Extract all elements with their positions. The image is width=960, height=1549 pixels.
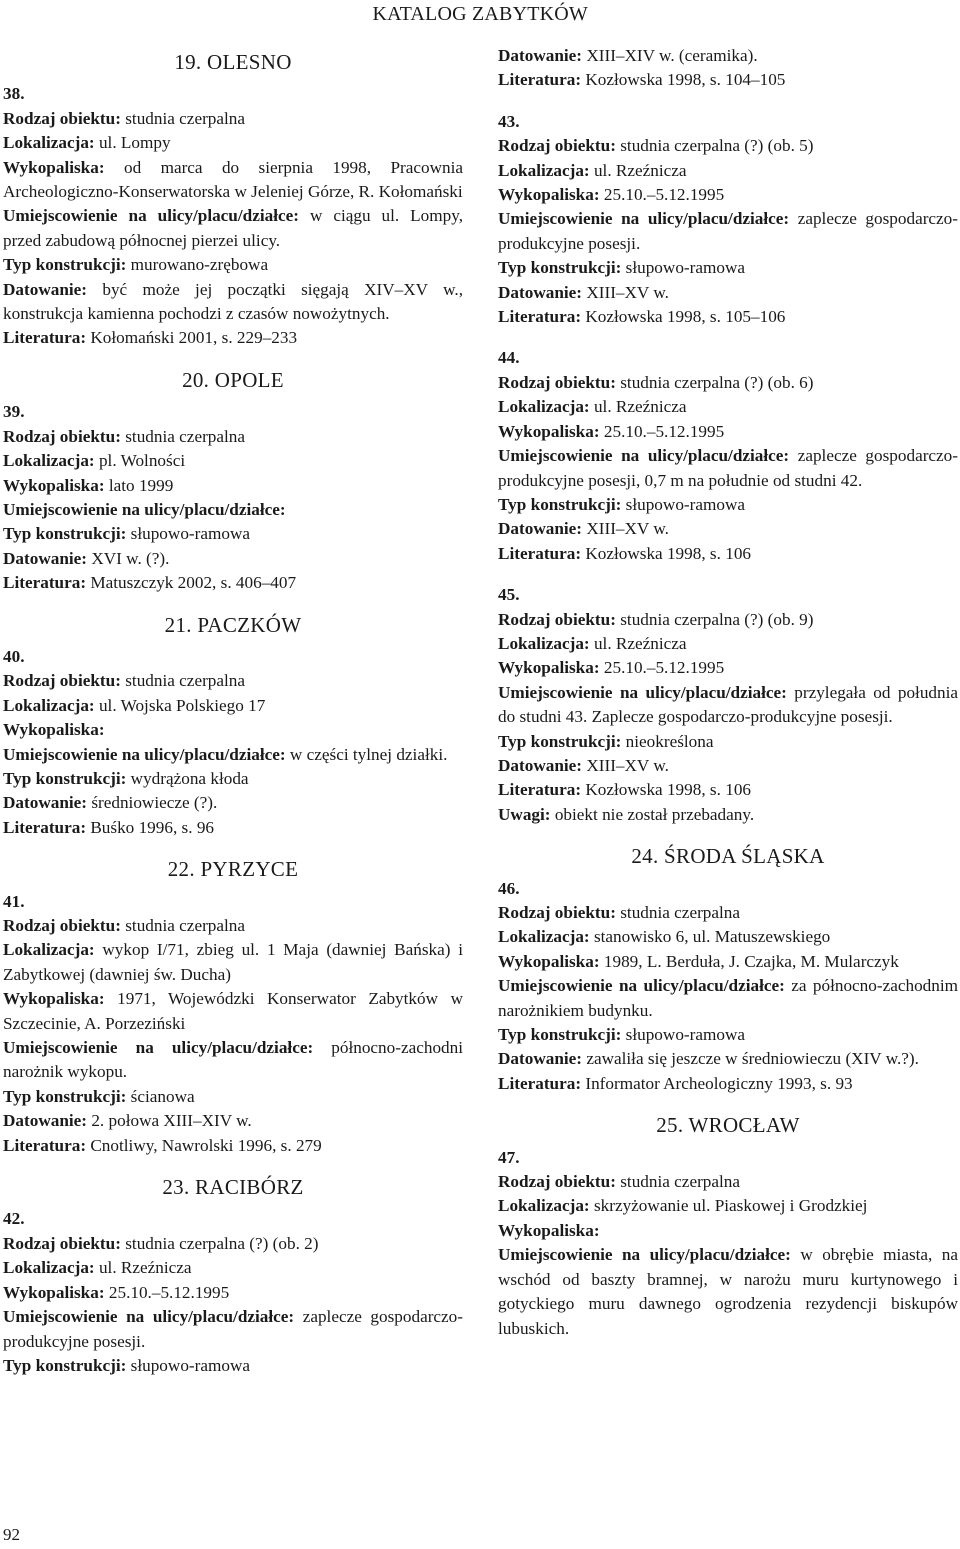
- catalog-entry: [498, 583, 958, 827]
- field-value: nieokreślona: [625, 731, 714, 751]
- field-label: Rodzaj obiektu:: [3, 916, 121, 935]
- entry-number: 38.: [3, 84, 25, 104]
- field-label: Lokalizacja:: [498, 927, 590, 947]
- entry-field: [498, 305, 958, 329]
- entry-field: [498, 183, 958, 207]
- field-label: Typ konstrukcji:: [498, 494, 622, 514]
- section-heading: 22. PYRZYCE: [167, 857, 299, 882]
- field-value: Kołomański 2001, s. 229–233: [90, 328, 298, 348]
- entry-field: [3, 131, 463, 155]
- field-label: Wykopaliska:: [498, 421, 600, 441]
- catalog-entry: [3, 1207, 463, 1378]
- field-value: XIII–XIV w. (ceramika).: [586, 46, 758, 65]
- entry-field: [3, 1256, 463, 1280]
- field-value: studnia czerpalna (?) (ob. 2): [125, 1233, 319, 1253]
- entry-field: [3, 1085, 463, 1109]
- field-value: północno-zachodni narożnik wykopu.: [3, 1038, 464, 1082]
- field-value: 1971, Wojewódzki Konserwator Zabytków w Szczecinie, A. Porzeziński: [3, 989, 463, 1033]
- field-value: słupowo-ramowa: [130, 1355, 250, 1375]
- entry-field: [498, 1170, 958, 1194]
- field-value: słupowo-ramowa: [625, 1025, 745, 1045]
- entry-number: 40.: [3, 646, 25, 666]
- field-value: w ciągu ul. Lompy, przed zabudową północnej pierzei ulicy.: [3, 206, 464, 250]
- entry-field: [3, 474, 463, 498]
- field-value: murowano-zrębowa: [130, 255, 269, 275]
- entry-field: [498, 281, 958, 305]
- entry-field: [498, 925, 958, 949]
- field-label: Rodzaj obiektu:: [498, 609, 616, 629]
- entry-field: [498, 68, 958, 92]
- entry-field: [498, 444, 958, 493]
- field-value: Informator Archeologiczny 1993, s. 93: [585, 1073, 853, 1093]
- field-label: Wykopaliska:: [3, 989, 105, 1009]
- field-label: Rodzaj obiektu:: [498, 372, 616, 392]
- field-label: Rodzaj obiektu:: [498, 903, 616, 922]
- catalog-entry: [3, 645, 463, 840]
- entry-field: [3, 1134, 463, 1158]
- field-value: zaplecze gospodarczo-produkcyjne posesji.: [498, 209, 958, 253]
- field-value: studnia czerpalna: [125, 108, 246, 128]
- entry-field: [498, 134, 958, 158]
- field-label: Typ konstrukcji:: [498, 731, 622, 751]
- entry-number: 39.: [3, 402, 25, 422]
- field-value: średniowiecze (?).: [91, 793, 218, 813]
- field-label: Wykopaliska:: [3, 157, 105, 177]
- field-value: zaplecze gospodarczo-produkcyjne posesji.: [3, 1307, 463, 1351]
- field-value: 25.10.–5.12.1995: [108, 1282, 230, 1302]
- field-label: Wykopaliska:: [3, 475, 105, 495]
- entry-field: [3, 326, 463, 350]
- field-label: Rodzaj obiektu:: [3, 108, 121, 128]
- field-value: zaplecze gospodarczo-produkcyjne posesji, 0,7 m na południe od studni 42.: [498, 446, 958, 490]
- entry-field: [3, 156, 463, 205]
- right-column: [498, 44, 958, 1358]
- field-label: Lokalizacja:: [3, 1258, 95, 1278]
- entry-field: [498, 754, 958, 778]
- field-value: 25.10.–5.12.1995: [603, 185, 725, 205]
- entry-field: [3, 425, 463, 449]
- entry-field: [3, 694, 463, 718]
- catalog-entry: [3, 82, 463, 350]
- field-label: Typ konstrukcji:: [3, 768, 127, 788]
- field-value: być może jej początki sięgają XIV–XV w., konstrukcja kamienna pochodzi z czasów nowożytnych.: [3, 279, 463, 324]
- field-label: Rodzaj obiektu:: [3, 671, 121, 691]
- entry-field: [498, 159, 958, 183]
- entry-field: [498, 1194, 958, 1218]
- running-header: KATALOG ZABYTKÓW: [372, 3, 588, 25]
- entry-field: [498, 974, 958, 1023]
- entry-field: [498, 950, 958, 974]
- field-value: ul. Rzeźnicza: [593, 397, 687, 417]
- field-value: XIII–XV w.: [586, 755, 669, 775]
- field-value: skrzyżowanie ul. Piaskowej i Grodzkiej: [593, 1196, 868, 1216]
- entry-field: [498, 730, 958, 754]
- entry-field: [498, 493, 958, 517]
- section-heading: 21. PACZKÓW: [164, 612, 302, 637]
- field-label: Lokalizacja:: [3, 940, 95, 960]
- section-heading: 24. ŚRODA ŚLĄSKA: [631, 844, 825, 869]
- entry-field: [498, 681, 958, 730]
- field-value: wykop I/71, zbieg ul. 1 Maja (dawniej Bańska) i Zabytkowej (dawniej św. Ducha): [3, 940, 464, 984]
- field-label: Literatura:: [3, 817, 87, 837]
- field-value: pl. Wolności: [98, 451, 186, 471]
- section-heading: 19. OLESNO: [174, 50, 292, 74]
- entry-number: 46.: [498, 878, 520, 898]
- field-label: Rodzaj obiektu:: [3, 1233, 121, 1253]
- field-value: Buśko 1996, s. 96: [90, 817, 215, 837]
- entry-field: [3, 767, 463, 791]
- field-value: studnia czerpalna: [620, 1172, 741, 1192]
- entry-field: [498, 1023, 958, 1047]
- field-label: Lokalizacja:: [3, 695, 95, 715]
- entry-field: [498, 542, 958, 566]
- field-value: wydrążona kłoda: [130, 768, 249, 788]
- entry-field: [3, 1109, 463, 1133]
- field-value: stanowisko 6, ul. Matuszewskiego: [593, 927, 831, 947]
- section-heading: 23. RACIBÓRZ: [162, 1175, 304, 1200]
- field-value: Kozłowska 1998, s. 104–105: [585, 70, 786, 90]
- entry-field: [3, 571, 463, 595]
- field-label: Typ konstrukcji:: [3, 255, 127, 275]
- entry-field: [498, 1243, 958, 1341]
- entry-field: [498, 395, 958, 419]
- entry-field: [3, 547, 463, 571]
- entry-field: [3, 522, 463, 546]
- field-label: Umiejscowienie na ulicy/placu/działce:: [498, 682, 787, 702]
- field-value: Kozłowska 1998, s. 106: [585, 780, 752, 800]
- entry-field: [3, 1281, 463, 1305]
- field-label: Uwagi:: [498, 804, 551, 824]
- left-column: [3, 44, 463, 1395]
- field-label: Literatura:: [498, 1073, 582, 1093]
- field-value: ul. Rzeźnicza: [98, 1258, 192, 1278]
- entry-field: [498, 803, 958, 827]
- field-value: ścianowa: [130, 1086, 195, 1106]
- entry-field: [3, 449, 463, 473]
- entry-field: [498, 207, 958, 256]
- entry-field: [3, 204, 463, 253]
- entry-field: [498, 1072, 958, 1096]
- field-value: ul. Rzeźnicza: [593, 633, 687, 653]
- field-value: Kozłowska 1998, s. 105–106: [585, 307, 786, 327]
- entry-field: [3, 278, 463, 327]
- page-number: 92: [3, 1525, 20, 1544]
- field-label: Datowanie:: [3, 548, 88, 568]
- field-label: Umiejscowienie na ulicy/placu/działce:: [3, 1307, 295, 1327]
- field-label: Datowanie:: [498, 519, 583, 539]
- field-label: Umiejscowienie na ulicy/placu/działce:: [498, 1245, 791, 1265]
- field-value: 2. połowa XIII–XIV w.: [91, 1111, 252, 1131]
- field-label: Datowanie:: [498, 282, 583, 302]
- entry-field: [498, 1047, 958, 1071]
- field-value: studnia czerpalna: [125, 916, 246, 935]
- field-value: 25.10.–5.12.1995: [603, 421, 725, 441]
- field-label: Rodzaj obiektu:: [498, 1172, 616, 1192]
- field-value: przylegała od południa do studni 43. Zaplecze gospodarczo-produkcyjne posesji.: [498, 682, 959, 727]
- field-label: Datowanie:: [498, 755, 583, 775]
- field-value: studnia czerpalna: [620, 903, 741, 922]
- field-value: XVI w. (?).: [91, 548, 170, 568]
- entry-field: [498, 517, 958, 541]
- field-value: XIII–XV w.: [586, 519, 669, 539]
- field-value: zawaliła się jeszcze w średniowieczu (XIV w.?).: [586, 1049, 919, 1069]
- field-value: ul. Rzeźnicza: [593, 160, 687, 180]
- field-label: Literatura:: [498, 780, 582, 800]
- section-heading: 20. OPOLE: [182, 367, 284, 392]
- field-value: słupowo-ramowa: [625, 494, 745, 514]
- field-label: Datowanie:: [498, 46, 583, 65]
- field-label: Datowanie:: [3, 793, 88, 813]
- entry-field: [3, 938, 463, 987]
- field-label: Umiejscowienie na ulicy/placu/działce:: [498, 446, 790, 466]
- field-label: Lokalizacja:: [498, 1196, 590, 1216]
- entry-field: [498, 608, 958, 632]
- entry-field: [3, 1305, 463, 1354]
- field-value: studnia czerpalna (?) (ob. 5): [620, 136, 814, 156]
- field-label: Datowanie:: [3, 279, 88, 299]
- field-label: Literatura:: [3, 573, 87, 593]
- entry-field: [498, 901, 958, 925]
- field-value: w obrębie miasta, na wschód od baszty bramnej, w narożu muru kurtynowego i gotyckiego muru dawnego ogrodzenia rezydencji biskupów lubuskich.: [498, 1245, 958, 1338]
- entry-number: 44.: [498, 348, 520, 368]
- catalog-entry: [3, 890, 463, 1158]
- field-label: Umiejscowienie na ulicy/placu/działce:: [3, 206, 299, 226]
- field-label: Lokalizacja:: [498, 633, 590, 653]
- field-label: Wykopaliska:: [3, 720, 105, 740]
- field-label: Wykopaliska:: [498, 658, 600, 678]
- entry-field: [3, 1036, 463, 1085]
- field-label: Umiejscowienie na ulicy/placu/działce:: [3, 499, 286, 519]
- field-value: słupowo-ramowa: [130, 524, 250, 544]
- entry-field: [3, 498, 463, 522]
- entry-field: [3, 107, 463, 131]
- field-label: Wykopaliska:: [3, 1282, 105, 1302]
- field-value: Matuszczyk 2002, s. 406–407: [90, 573, 297, 593]
- field-label: Lokalizacja:: [498, 397, 590, 417]
- field-label: Wykopaliska:: [498, 951, 600, 971]
- field-value: studnia czerpalna: [125, 426, 246, 446]
- field-label: Umiejscowienie na ulicy/placu/działce:: [498, 209, 790, 229]
- field-label: Literatura:: [498, 70, 582, 90]
- field-label: Literatura:: [3, 1135, 87, 1155]
- field-label: Datowanie:: [498, 1049, 583, 1069]
- field-label: Typ konstrukcji:: [498, 258, 622, 278]
- entry-field: [498, 778, 958, 802]
- entry-field: [3, 914, 463, 938]
- field-label: Typ konstrukcji:: [3, 1086, 127, 1106]
- field-label: Literatura:: [3, 328, 87, 348]
- field-value: studnia czerpalna: [125, 671, 246, 691]
- entry-field: [3, 1354, 463, 1378]
- field-value: ul. Lompy: [98, 133, 171, 153]
- entry-field: [498, 632, 958, 656]
- field-value: lato 1999: [108, 475, 174, 495]
- field-value: Kozłowska 1998, s. 106: [585, 543, 752, 563]
- entry-field: [3, 816, 463, 840]
- entry-field: [498, 44, 958, 68]
- entry-field: [3, 743, 463, 767]
- section-heading: 25. WROCŁAW: [656, 1113, 800, 1138]
- field-label: Typ konstrukcji:: [498, 1025, 622, 1045]
- entry-field: [3, 253, 463, 277]
- field-value: obiekt nie został przebadany.: [554, 804, 755, 824]
- field-value: słupowo-ramowa: [625, 258, 745, 278]
- entry-field: [498, 371, 958, 395]
- field-label: Literatura:: [498, 307, 582, 327]
- field-label: Umiejscowienie na ulicy/placu/działce:: [3, 744, 286, 764]
- field-value: ul. Wojska Polskiego 17: [98, 695, 266, 715]
- catalog-entry: [498, 1146, 958, 1341]
- entry-field: [498, 656, 958, 680]
- field-label: Typ konstrukcji:: [3, 524, 127, 544]
- entry-field: [3, 987, 463, 1036]
- field-label: Literatura:: [498, 543, 582, 563]
- entry-field: [3, 791, 463, 815]
- field-value: za północno-zachodnim narożnikiem budynku.: [498, 976, 958, 1020]
- field-value: studnia czerpalna (?) (ob. 9): [620, 609, 814, 629]
- field-label: Wykopaliska:: [498, 1220, 600, 1240]
- entry-field: [498, 256, 958, 280]
- catalog-entry: [498, 44, 958, 93]
- field-value: 25.10.–5.12.1995: [603, 658, 725, 678]
- field-label: Lokalizacja:: [498, 160, 590, 180]
- entry-field: [3, 669, 463, 693]
- field-value: w części tylnej działki.: [289, 744, 448, 764]
- field-label: Rodzaj obiektu:: [3, 426, 121, 446]
- field-value: XIII–XV w.: [586, 282, 669, 302]
- entry-number: 45.: [498, 585, 520, 605]
- catalog-entry: [3, 400, 463, 595]
- entry-field: [3, 718, 463, 742]
- field-value: Cnotliwy, Nawrolski 1996, s. 279: [90, 1135, 322, 1155]
- entry-number: 43.: [498, 111, 520, 131]
- entry-field: [498, 420, 958, 444]
- field-label: Lokalizacja:: [3, 451, 95, 471]
- field-label: Typ konstrukcji:: [3, 1355, 127, 1375]
- entry-field: [498, 1219, 958, 1243]
- entry-field: [3, 1232, 463, 1256]
- field-label: Wykopaliska:: [498, 185, 600, 205]
- field-label: Datowanie:: [3, 1111, 88, 1131]
- entry-number: 42.: [3, 1209, 25, 1229]
- field-label: Umiejscowienie na ulicy/placu/działce:: [3, 1038, 314, 1058]
- field-label: Rodzaj obiektu:: [498, 136, 616, 156]
- field-value: od marca do sierpnia 1998, Pracownia Archeologiczno-Konserwatorska w Jeleniej Górze, R. Kołomański: [3, 157, 463, 202]
- field-value: studnia czerpalna (?) (ob. 6): [620, 372, 814, 392]
- catalog-entry: [498, 346, 958, 566]
- field-value: 1989, L. Berduła, J. Czajka, M. Mularczyk: [603, 951, 899, 971]
- catalog-entry: [498, 110, 958, 330]
- entry-number: 41.: [3, 891, 25, 911]
- catalog-entry: [498, 877, 958, 1097]
- entry-number: 47.: [498, 1147, 520, 1167]
- field-label: Lokalizacja:: [3, 133, 95, 153]
- field-label: Umiejscowienie na ulicy/placu/działce:: [498, 976, 785, 996]
